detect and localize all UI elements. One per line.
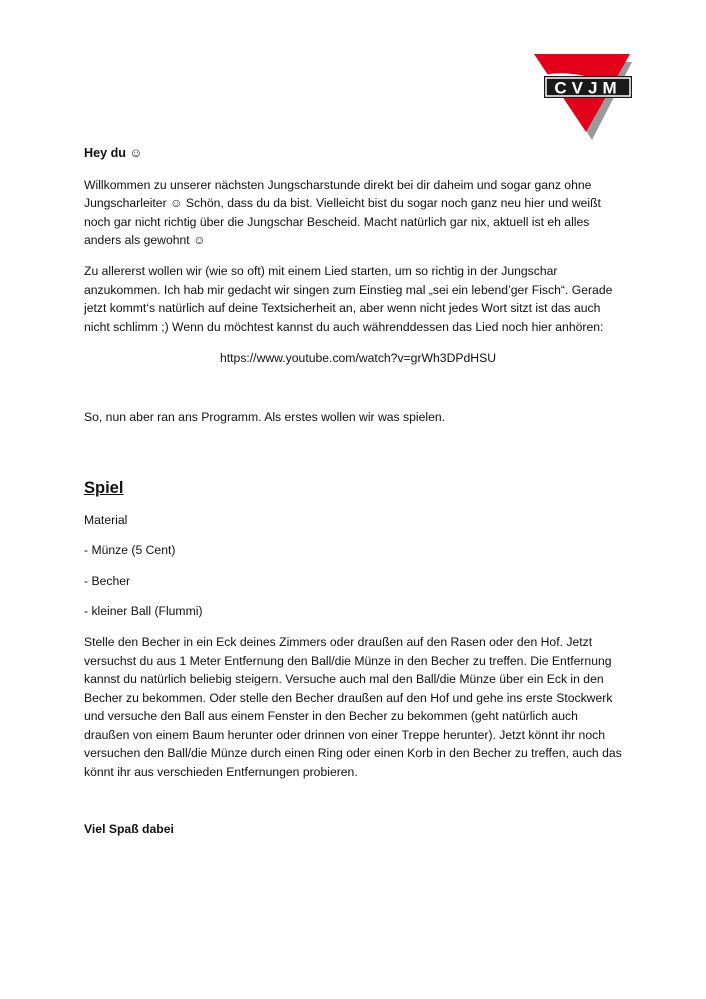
greeting: Hey du ☺ — [84, 146, 143, 160]
cvjm-logo — [532, 54, 634, 140]
intro-paragraph: Willkommen zu unserer nächsten Jungscharstunde direkt bei dir daheim und sogar ganz ohne Jungscharleiter ☺ Schön, dass du da bist. Vielleicht bist du sogar noch ganz neu hier und weißt noch gar nicht richtig über die Jungschar Bescheid. Macht natürlich gar nix, aktuell ist eh alles anders als gewohnt ☺ — [84, 177, 601, 248]
game-description: Stelle den Becher in ein Eck deines Zimmers oder draußen auf den Rasen oder den Hof. Jetzt versuchst du aus 1 Meter Entfernung den Ball/die Münze in den Becher zu treffen. Die Entfernung kannst du natürlich beliebig steigern. Versuche auch mal den Ball/die Münze über ein Eck in den Becher zu bekommen. Oder stelle den Becher draußen auf den Hof und gehe ins erste Stockwerk und versuche den Ball aus einem Fenster in den Becher zu bekommen (geht natürlich auch draußen von einem Baum herunter oder drinnen von einer Treppe herunter). Jetzt könnt ihr noch versuchen den Ball/die Münze durch einen Ring oder einen Korb in den Becher zu treffen, auch das könnt ihr aus verschieden Entfernungen probieren. — [84, 634, 622, 780]
closing-line: Viel Spaß dabei — [84, 821, 174, 836]
material-item: - kleiner Ball (Flummi) — [84, 604, 203, 619]
material-item: - Münze (5 Cent) — [84, 543, 176, 558]
letter-body — [84, 144, 624, 838]
song-paragraph: Zu allererst wollen wir (wie so oft) mit einem Lied starten, um so richtig in der Jungschar anzukommen. Ich hab mir gedacht wir singen zum Einstieg mal „sei ein lebend’ger Fisch“. Gerade jetzt kommt‘s natürlich auf deine Textsicherheit an, aber wenn nicht jedes Wort sitzt ist das auch nicht schlimm ;) Wenn du möchtest kannst du auch währenddessen das Lied noch hier anhören: — [84, 263, 613, 334]
song-link[interactable]: https://www.youtube.com/watch?v=grWh3DPdHSU — [219, 351, 497, 366]
program-paragraph: So, nun aber ran ans Programm. Als erstes wollen wir was spielen. — [84, 409, 446, 424]
material-label: Material — [84, 512, 128, 527]
logo-lettering: CVJM — [554, 78, 622, 98]
section-title-spiel: Spiel — [84, 478, 124, 497]
material-item: - Becher — [84, 573, 131, 588]
